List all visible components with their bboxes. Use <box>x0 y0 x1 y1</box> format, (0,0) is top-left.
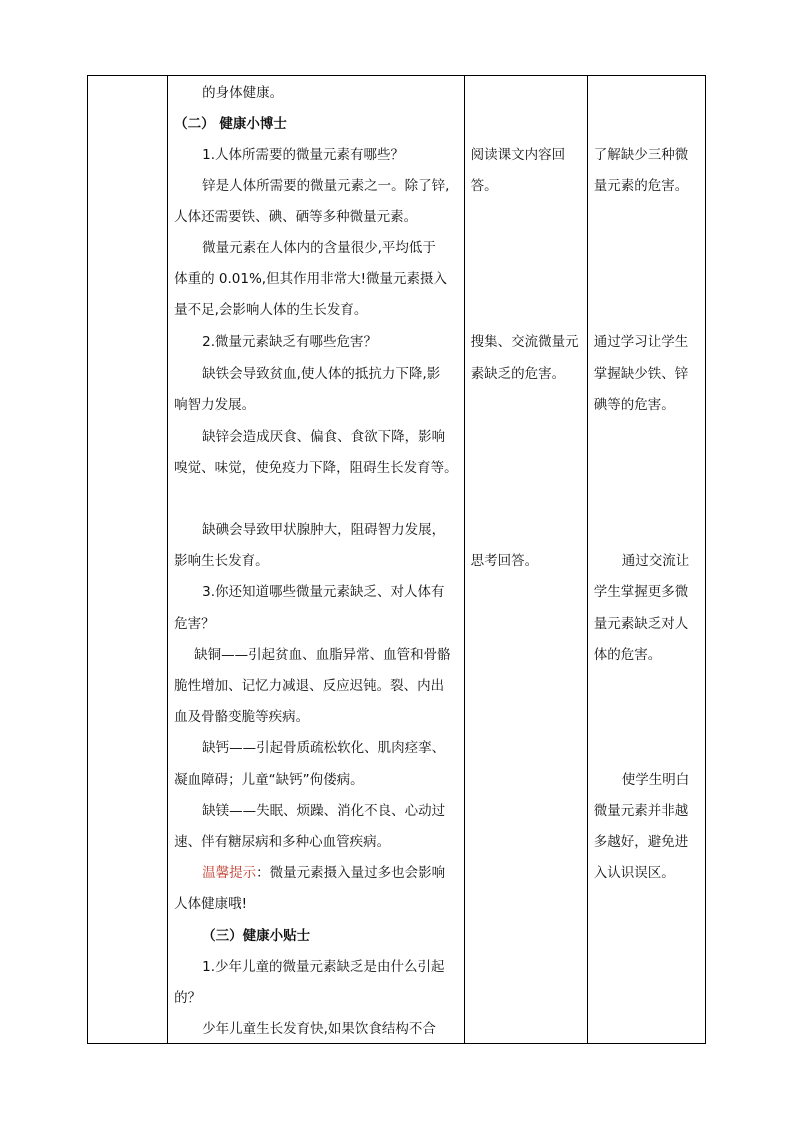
intent-line: 量元素的危害。 <box>593 178 689 194</box>
question-line: 1.少年儿童的微量元素缺乏是由什么引起 <box>202 959 445 975</box>
tip-label: 温馨提示 <box>202 865 257 881</box>
intent-line: 通过交流让 <box>621 553 690 569</box>
content-line: 危害？ <box>174 616 215 632</box>
activity-line: 素缺乏的危害。 <box>470 366 566 382</box>
intent-line: 掌握缺少铁、锌 <box>593 366 689 382</box>
lesson-table <box>87 75 706 1044</box>
activity-line: 思考回答。 <box>470 553 539 569</box>
content-line: 速、伴有糖尿病和多种心血管疾病。 <box>174 834 391 850</box>
content-line: 量不足,会影响人体的生长发育。 <box>174 302 368 318</box>
activity-line: 搜集、交流微量元 <box>470 334 579 350</box>
intent-line: 量元素缺乏对人 <box>593 616 689 632</box>
intent-line: 通过学习让学生 <box>593 334 689 350</box>
content-line: 缺锌会造成厌食、偏食、食欲下降，影响 <box>202 429 446 445</box>
section-heading: （三）健康小贴士 <box>202 928 311 944</box>
intent-line: 使学生明白 <box>621 772 690 788</box>
tip-text: ：微量元素摄入量过多也会影响 <box>256 865 446 881</box>
content-line: 缺铁会导致贫血,使人体的抵抗力下降,影 <box>202 366 441 382</box>
content-line: 锌是人体所需要的微量元素之一。除了锌, <box>202 178 450 194</box>
content-line: 人体健康哦! <box>174 896 248 912</box>
question-line: 2.微量元素缺乏有哪些危害？ <box>202 334 378 350</box>
content-line: 响智力发展。 <box>174 397 256 413</box>
intent-line: 体的危害。 <box>593 647 662 663</box>
table-row <box>88 76 706 1044</box>
content-line: 的身体健康。 <box>202 85 284 101</box>
content-line: 影响生长发育。 <box>174 553 269 569</box>
content-line: 人体还需要铁、碘、硒等多种微量元素。 <box>174 209 418 225</box>
content-line: 脆性增加、记忆力减退、反应迟钝。裂、内出 <box>174 678 445 694</box>
intent-line: 了解缺少三种微 <box>593 147 689 163</box>
teaching-content-cell <box>168 76 464 1044</box>
student-activity-cell <box>464 76 587 1044</box>
intent-line: 入认识误区。 <box>593 865 675 881</box>
content-line: 的？ <box>174 990 202 1006</box>
activity-line: 答。 <box>470 178 498 194</box>
content-line: 血及骨骼变脆等疾病。 <box>174 709 310 725</box>
content-line: 体重的 0.01%,但其作用非常大!微量元素摄入 <box>174 271 448 287</box>
activity-line: 阅读课文内容回 <box>470 147 566 163</box>
tip-line <box>202 865 445 881</box>
intent-line: 多越好，避免进 <box>593 834 689 850</box>
content-line: 嗅觉、味觉，使免疫力下降，阻碍生长发育等。 <box>174 460 458 476</box>
question-line: 1.人体所需要的微量元素有哪些？ <box>202 147 405 163</box>
content-line: 少年儿童生长发育快,如果饮食结构不合 <box>202 1021 436 1037</box>
intent-line: 碘等的危害。 <box>593 397 675 413</box>
content-line: 微量元素在人体内的含量很少,平均低于 <box>202 240 436 256</box>
stage-column-cell <box>88 76 168 1044</box>
question-line: 3.你还知道哪些微量元素缺乏、对人体有 <box>202 584 445 600</box>
content-line: 缺碘会导致甲状腺肿大，阻碍智力发展， <box>202 522 446 538</box>
intent-line: 学生掌握更多微 <box>593 584 689 600</box>
design-intent-cell <box>587 76 705 1044</box>
content-line: 缺钙——引起骨质疏松软化、肌肉痉挛、 <box>202 740 446 756</box>
intent-line: 微量元素并非越 <box>593 803 689 819</box>
content-line: 缺镁——失眠、烦躁、消化不良、心动过 <box>202 803 446 819</box>
section-heading: （二） 健康小博士 <box>174 116 287 132</box>
content-line: 凝血障碍；儿童“缺钙”佝偻病。 <box>174 772 364 788</box>
content-line: 缺铜——引起贫血、血脂异常、血管和骨骼 <box>194 647 451 663</box>
